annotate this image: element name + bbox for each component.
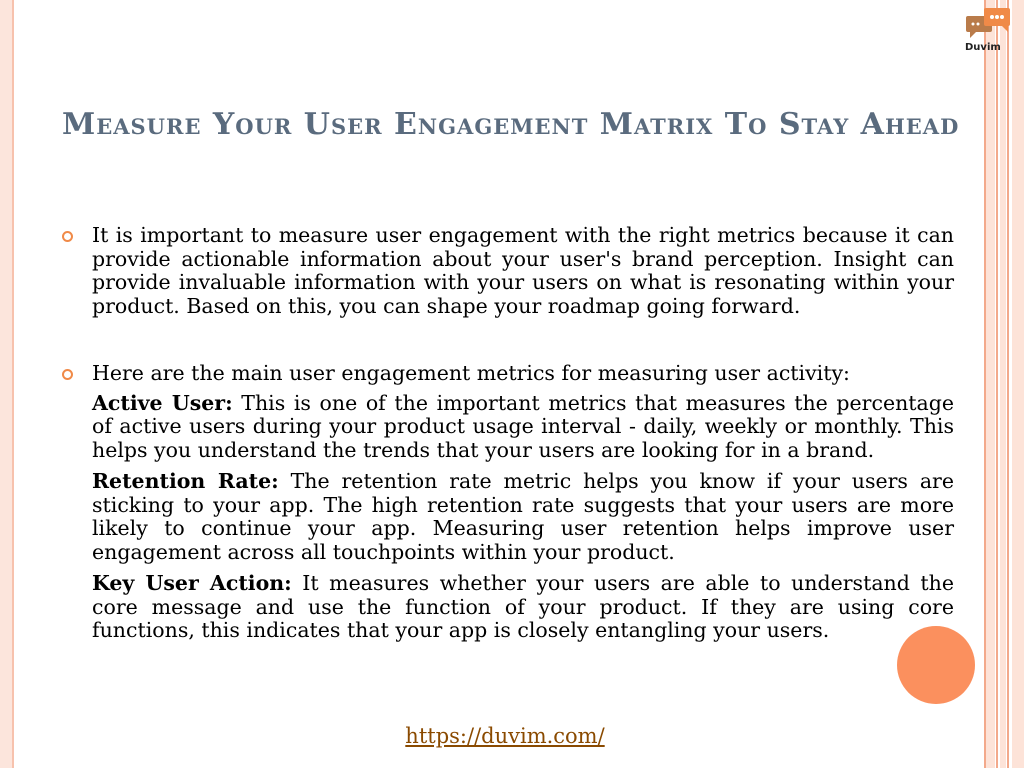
right-decorative-line — [984, 0, 986, 768]
metric-label: Retention Rate: — [92, 469, 279, 493]
metric-active-user — [62, 392, 954, 463]
metric-text: It measures whether your users are able to understand the core message and use the function of your product. If they are using core functions, this indicates that your app is closely entangling your users. — [92, 571, 954, 642]
right-decorative-band — [985, 0, 995, 768]
metric-text: This is one of the important metrics that measures the percentage of active users during your product usage interval - daily, weekly or monthly. This helps you understand the trends that your users are looking for in a brand. — [92, 390, 954, 462]
metric-key-user-action — [62, 572, 954, 643]
decorative-orange-circle — [897, 626, 975, 704]
bullet-text: It is important to measure user engagement with the right metrics because it can provide actionable information about your user's brand perception. Insight can provide invaluable information with your users on what is resonating within your product. Based on this, you can shape your roadmap going forward. — [92, 223, 954, 318]
ring-bullet-icon — [62, 231, 73, 242]
website-link[interactable]: https://duvim.com/ — [405, 724, 605, 748]
metric-text: The retention rate metric helps you know if your users are sticking to your app. The high retention rate suggests that your users are more likely to continue your app. Measuring user retention helps improve user engagement across all touchpoints within your product. — [92, 469, 954, 564]
metric-label: Key User Action: — [92, 571, 292, 595]
right-decorative-line — [1007, 0, 1009, 768]
chat-bubbles-icon — [962, 6, 1012, 46]
metric-label: Active User: — [92, 390, 233, 415]
bullet-text: Here are the main user engagement metrics for measuring user activity: — [92, 361, 850, 385]
right-decorative-line — [996, 0, 998, 768]
page-title: Measure Your User Engagement Matrix To Stay Ahead — [62, 107, 960, 142]
logo-wordmark: Duvim — [965, 42, 1001, 53]
left-decorative-stripe — [0, 0, 14, 768]
right-decorative-band — [1000, 0, 1006, 768]
ring-bullet-icon — [62, 369, 73, 380]
metric-retention-rate — [62, 470, 954, 564]
slide-content — [62, 224, 954, 651]
right-decorative-band — [1012, 0, 1024, 768]
bullet-item — [62, 224, 954, 318]
bullet-item — [62, 362, 954, 386]
